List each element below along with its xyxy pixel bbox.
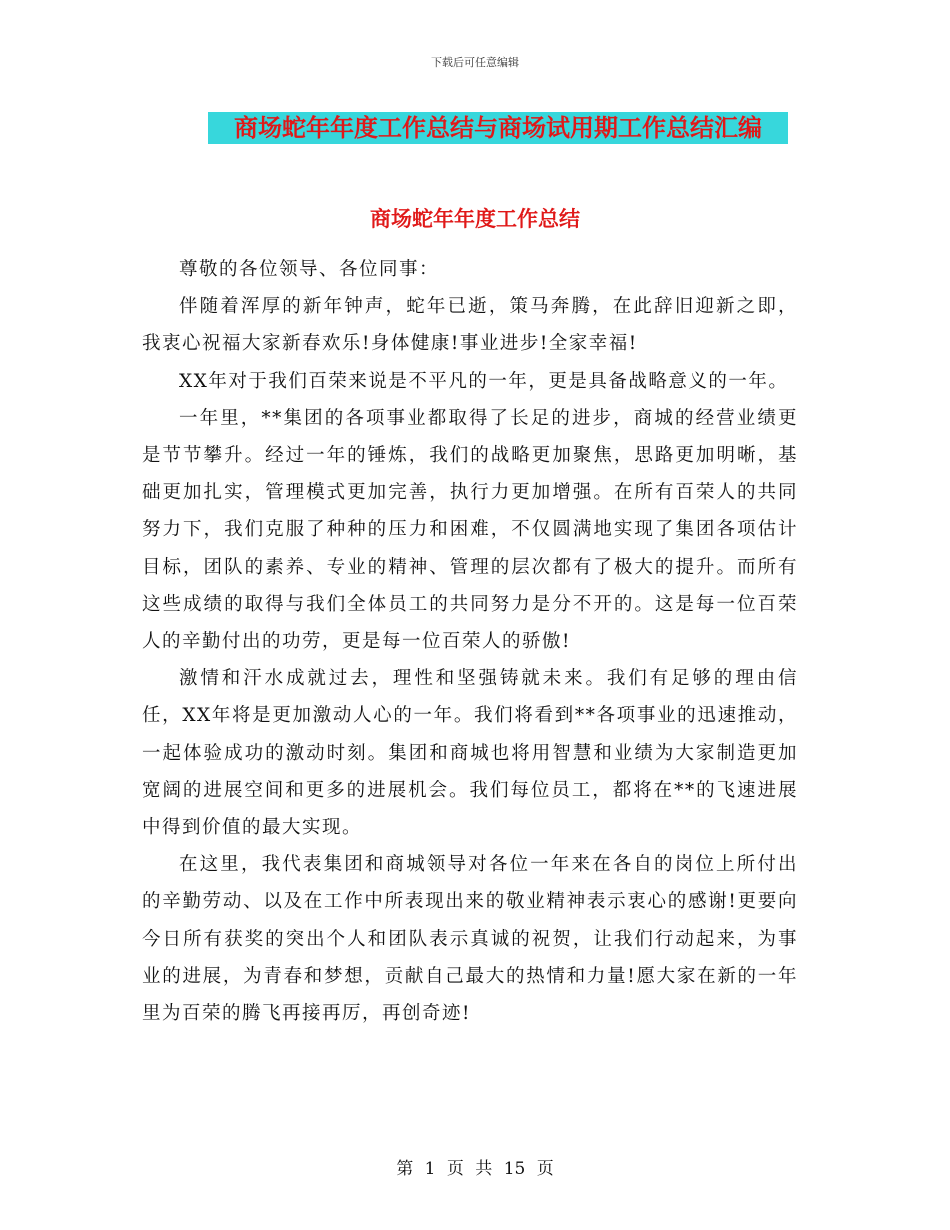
document-body: [142, 251, 798, 1032]
main-title-highlight: [208, 112, 788, 144]
page-footer: 第 1 页 共 15 页: [396, 1159, 554, 1179]
paragraph: XX年对于我们百荣来说是不平凡的一年，更是具备战略意义的一年。: [179, 370, 789, 392]
paragraph: 一年里，**集团的各项事业都取得了长足的进步，商城的经营业绩更是节节攀升。经过一年的锤炼，我们的战略更加聚焦，思路更加明晰，基础更加扎实，管理模式更加完善，执行力更加增强。在所有百荣人的共同努力下，我们克服了种种的压力和困难，不仅圆满地实现了集团各项估计目标，团队的素养、专业的精神、管理的层次都有了极大的提升。而所有这些成绩的取得与我们全体员工的共同努力是分不开的。这是每一位百荣人的辛勤付出的功劳，更是每一位百荣人的骄傲!: [142, 407, 798, 653]
main-title: 商场蛇年年度工作总结与商场试用期工作总结汇编: [234, 114, 762, 142]
paragraph: 在这里，我代表集团和商城领导对各位一年来在各自的岗位上所付出的辛勤劳动、以及在工作中所表现出来的敬业精神表示衷心的感谢!更要向今日所有获奖的突出个人和团队表示真诚的祝贺，让我们行动起来，为事业的进展，为青春和梦想，贡献自己最大的热情和力量!愿大家在新的一年里为百荣的腾飞再接再厉，再创奇迹!: [142, 854, 798, 1025]
header-note: 下载后可任意编辑: [431, 56, 519, 69]
section-title: 商场蛇年年度工作总结: [370, 207, 580, 231]
paragraph: 激情和汗水成就过去，理性和坚强铸就未来。我们有足够的理由信任，XX年将是更加激动人心的一年。我们将看到**各项事业的迅速推动，一起体验成功的激动时刻。集团和商城也将用智慧和业绩为大家制造更加宽阔的进展空间和更多的进展机会。我们每位员工，都将在**的飞速进展中得到价值的最大实现。: [142, 668, 798, 839]
paragraph: 伴随着浑厚的新年钟声，蛇年已逝，策马奔腾，在此辞旧迎新之即，我衷心祝福大家新春欢乐!身体健康!事业进步!全家幸福!: [142, 296, 798, 355]
paragraph-salutation: 尊敬的各位领导、各位同事：: [179, 259, 440, 280]
